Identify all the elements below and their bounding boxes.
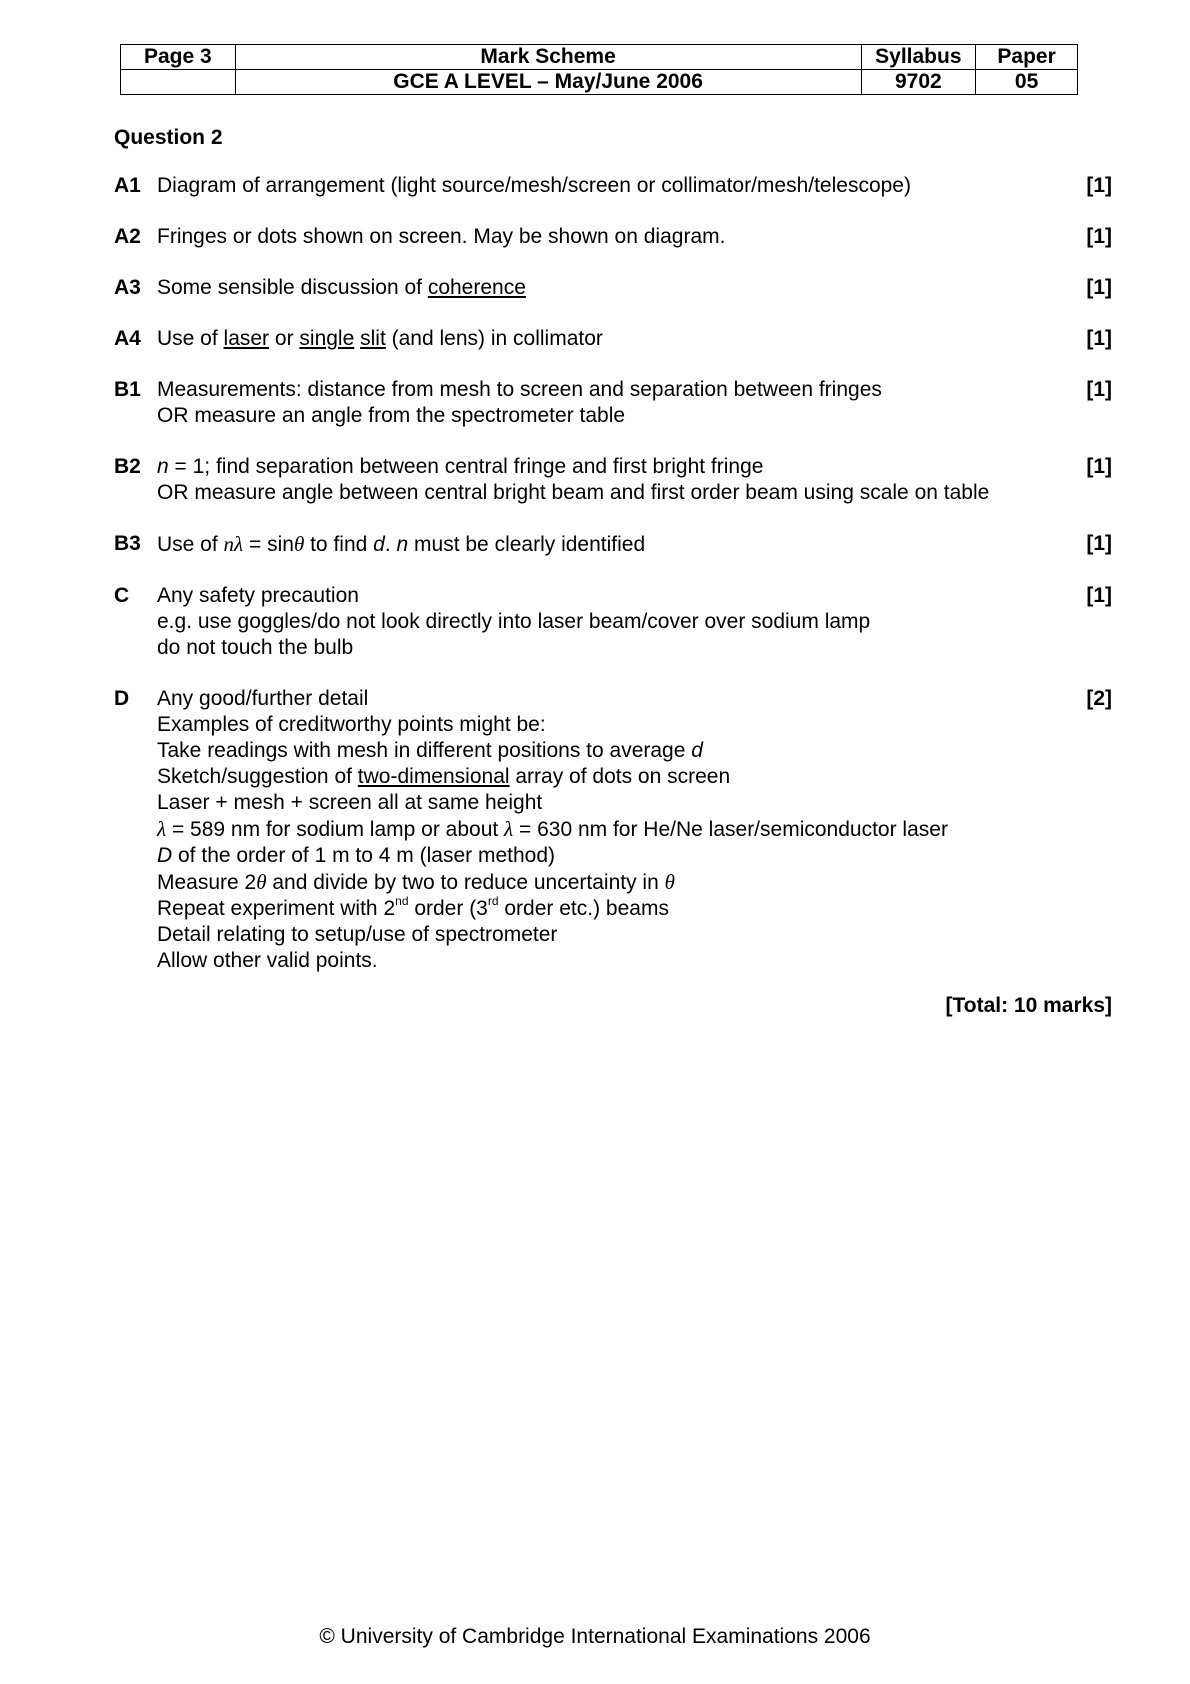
item-line: Any good/further detail [157,687,369,710]
text-segment: or [269,327,300,350]
copyright-footer: © University of Cambridge International Examinations 2006 [319,1625,871,1648]
theta-symbol: θ [664,870,675,894]
header-syllabus-label: Syllabus [861,45,976,70]
item-a3 [114,275,1112,301]
header-empty-cell [121,70,236,95]
item-mark: [1] [1086,276,1112,299]
header-table [120,44,1078,95]
text-segment: Take readings with mesh in different positions to average [157,739,692,762]
item-line [157,738,1057,764]
text-segment: must be clearly identified [408,533,646,556]
total-marks: [Total: 10 marks] [945,994,1112,1017]
item-b3 [114,531,1112,558]
item-line [157,454,1057,480]
equation-part: θ [293,532,305,556]
item-line: Any safety precaution [157,584,359,607]
variable: d [691,739,703,762]
item-line [157,843,1057,869]
item-mark: [1] [1086,225,1112,248]
item-code: A1 [114,174,141,197]
theta-symbol: θ [256,870,267,894]
header-paper-label: Paper [976,45,1078,70]
text-segment: Measure 2 [157,871,257,894]
item-a1 [114,173,1112,199]
text-segment: Sketch/suggestion of [157,765,358,788]
item-code: B2 [114,455,141,478]
variable: D [157,844,173,867]
underlined-term: slit [360,327,386,350]
header-row-2 [121,70,1078,95]
item-code: D [114,687,130,710]
item-b1 [114,377,1112,429]
item-d [114,686,1112,974]
text-segment: = 1; find separation between central fringe and first bright fringe [168,455,764,478]
item-a4 [114,326,1112,352]
text-segment: to find [304,533,374,556]
item-mark: [2] [1086,687,1112,710]
item-text [157,326,1057,352]
ordinal-suffix: nd [395,894,409,908]
item-line: e.g. use goggles/do not look directly into laser beam/cover over sodium lamp [157,610,871,633]
header-syllabus: 9702 [861,70,976,95]
item-b2 [114,454,1112,506]
variable: n [157,455,169,478]
item-text [157,275,1057,301]
item-code: B1 [114,378,141,401]
item-code: A3 [114,276,141,299]
ordinal-suffix: rd [487,894,499,908]
text-segment: and divide by two to reduce uncertainty in [266,871,665,894]
variable: d [373,533,385,556]
text-segment: Use of [157,327,224,350]
item-text [157,531,1057,558]
equation-part: nλ [223,532,244,556]
header-exam: GCE A LEVEL – May/June 2006 [235,70,861,95]
item-code: C [114,584,130,607]
text-segment: order etc.) beams [498,897,669,920]
item-mark: [1] [1086,532,1112,555]
text-segment: Use of [157,533,224,556]
item-text: Fringes or dots shown on screen. May be shown on diagram. [157,225,726,248]
header-page: Page 3 [121,45,236,70]
item-line: Detail relating to setup/use of spectrometer [157,923,558,946]
question-title: Question 2 [114,126,223,149]
text-segment: = 630 nm for He/Ne laser/semiconductor laser [513,818,948,841]
item-line [157,816,1057,843]
item-line: OR measure an angle from the spectrometer table [157,404,626,427]
item-line: OR measure angle between central bright beam and first order beam using scale on table [157,481,990,504]
text-segment: of the order of 1 m to 4 m (laser method) [172,844,556,867]
underlined-term: laser [223,327,270,350]
item-line [157,869,1057,896]
header-title: Mark Scheme [235,45,861,70]
text-segment: (and lens) in collimator [385,327,603,350]
item-mark: [1] [1086,584,1112,607]
item-mark: [1] [1086,327,1112,350]
header-paper: 05 [976,70,1078,95]
underlined-term: coherence [427,276,526,299]
lambda-symbol: λ [504,817,514,841]
item-line [157,896,1057,922]
item-line: Allow other valid points. [157,949,378,972]
underlined-term: two-dimensional [357,765,510,788]
item-mark: [1] [1086,378,1112,401]
item-a2 [114,224,1112,250]
equation-part: = [243,533,268,556]
text-segment: order (3 [408,897,488,920]
item-mark: [1] [1086,174,1112,197]
text-segment: array of dots on screen [509,765,731,788]
underlined-term: single [299,327,355,350]
item-code: B3 [114,532,141,555]
text-segment: Repeat experiment with 2 [157,897,396,920]
equation-part: sin [267,533,294,556]
item-text: Diagram of arrangement (light source/mesh/screen or collimator/mesh/telescope) [157,174,911,197]
variable: n [396,533,409,556]
item-line: Measurements: distance from mesh to screen and separation between fringes [157,378,882,401]
item-line: Laser + mesh + screen all at same height [157,791,543,814]
item-line [157,764,1057,790]
item-line: Examples of creditworthy points might be: [157,713,546,736]
item-line: do not touch the bulb [157,636,354,659]
lambda-symbol: λ [157,817,167,841]
text-segment: Some sensible discussion of [157,276,428,299]
text-segment: . [384,533,397,556]
item-code: A4 [114,327,141,350]
text-segment: = 589 nm for sodium lamp or about [166,818,505,841]
header-row-1 [121,45,1078,70]
item-c [114,583,1112,661]
item-mark: [1] [1086,455,1112,478]
item-code: A2 [114,225,141,248]
